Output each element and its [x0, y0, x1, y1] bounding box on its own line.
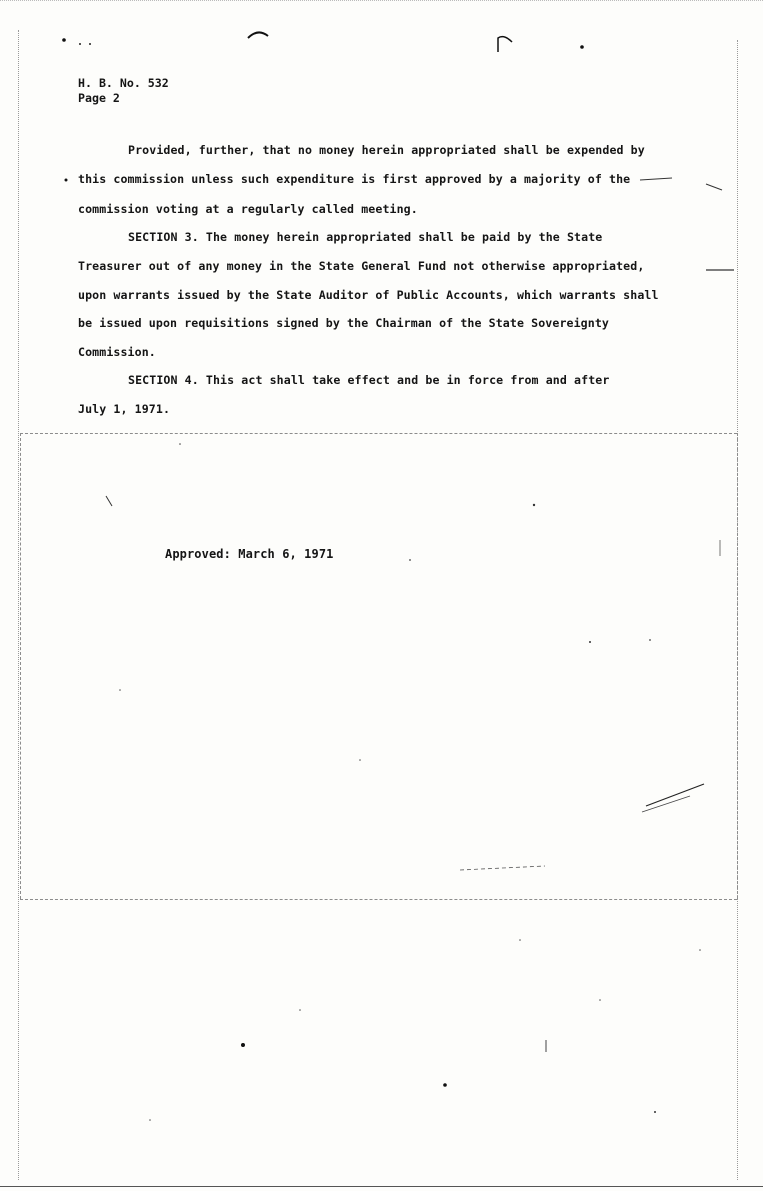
approval-box-bottom [20, 899, 737, 900]
approval-box-right [737, 433, 738, 899]
section-3-line-1: SECTION 3. The money herein appropriated shall be paid by the State [128, 230, 603, 244]
section-3-line-2: Treasurer out of any money in the State General Fund not otherwise appropriated, [78, 259, 645, 273]
section-3-line-5: Commission. [78, 345, 156, 359]
approval-box-left [20, 433, 21, 899]
section-3-line-3: upon warrants issued by the State Auditor of Public Accounts, which warrants shall [78, 288, 659, 302]
section-4-line-1: SECTION 4. This act shall take effect and be in force from and after [128, 373, 610, 387]
section-4-line-2: July 1, 1971. [78, 402, 171, 416]
body-line-3: commission voting at a regularly called meeting. [78, 202, 418, 216]
body-line-2: this commission unless such expenditure is first approved by a majority of the [78, 172, 631, 186]
section-3-line-4: be issued upon requisitions signed by the Chairman of the State Sovereignty [78, 316, 610, 330]
approval-date: Approved: March 6, 1971 [165, 547, 334, 561]
bill-number: H. B. No. 532 [78, 76, 169, 90]
approval-box-top [20, 433, 737, 434]
page-number: Page 2 [78, 91, 120, 105]
body-line-1: Provided, further, that no money herein appropriated shall be expended by [128, 143, 645, 157]
